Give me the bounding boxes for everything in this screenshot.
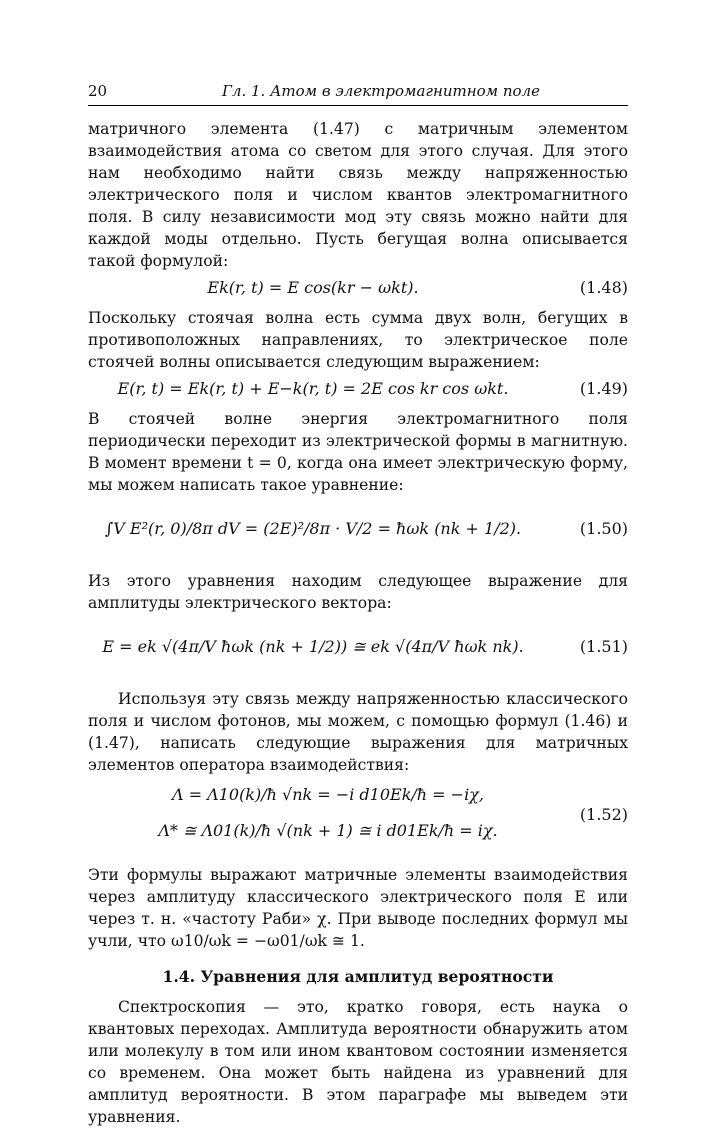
equation-1-48: [88, 273, 628, 303]
paragraph-1: матричного элемента (1.47) с матричным элементом взаимодействия атома со светом для этого случая. Для этого нам необходимо найти связь между напряженностью электрического поля и числом квантов электромагнитного поля. В силу независимости мод эту связь можно найти для каждой моды отдельно. Пусть бегущая волна описывается такой формулой:: [88, 120, 628, 270]
paragraph-5: Используя эту связь между напряженностью классического поля и числом фотонов, мы можем, с помощью формул (1.46) и (1.47), написать следующие выражения для матричных элементов оператора взаимодействия:: [88, 690, 628, 774]
page-body: [88, 118, 628, 1128]
equation-expression: ∫V E²(r, 0)/8π dV = (2E)²/8π · V/2 = ħωk (nk + 1/2).: [104, 519, 522, 538]
paragraph-4: Из этого уравнения находим следующее выражение для амплитуды электрического вектора:: [88, 572, 628, 612]
equation-1-52: [88, 780, 628, 856]
equation-expression: E = ek √(4π/V ħωk (nk + 1/2)) ≅ ek √(4π/V ħωk nk).: [102, 637, 524, 656]
equation-number: (1.50): [579, 519, 628, 538]
equation-expression: E(r, t) = Ek(r, t) + E−k(r, t) = 2E cos kr cos ωkt.: [117, 379, 509, 398]
paragraph-2: Поскольку стоячая волна есть сумма двух волн, бегущих в противоположных направлениях, то электрическое поле стоячей волны описывается следующим выражением:: [88, 309, 628, 371]
running-title: Гл. 1. Атом в электромагнитном поле: [221, 82, 540, 100]
equation-expression: Ek(r, t) = E cos(kr − ωkt).: [207, 278, 419, 297]
section-heading: 1.4. Уравнения для амплитуд вероятности: [162, 967, 554, 986]
paragraph-3: В стоячей волне энергия электромагнитного поля периодически переходит из электрической формы в магнитную. В момент времени t = 0, когда она имеет электрическую форму, мы можем написать такое уравнение:: [88, 410, 628, 494]
equation-1-51: [88, 618, 628, 680]
equation-number: (1.49): [579, 379, 628, 398]
equation-line-2: Λ* ≅ Λ01(k)/ħ √(nk + 1) ≅ i d01Ek/ħ = iχ.: [158, 821, 498, 840]
equation-number: (1.51): [579, 637, 628, 656]
paragraph-6: Эти формулы выражают матричные элементы взаимодействия через амплитуду классического электрического поля E или через т. н. «частоту Раби» χ. При выводе последних формул мы учли, что ω10/ωk = −ω01/ωk ≅ 1.: [88, 866, 628, 950]
equation-number: (1.48): [579, 278, 628, 297]
equation-line-1: Λ = Λ10(k)/ħ √nk = −i d10Ek/ħ = −iχ,: [172, 785, 484, 804]
header-rule: [88, 105, 628, 106]
equation-1-50: [88, 500, 628, 562]
equation-number: (1.52): [579, 805, 628, 824]
paragraph-7: Спектроскопия — это, кратко говоря, есть наука о квантовых переходах. Амплитуда вероятности обнаружить атом или молекулу в том или ином квантовом состоянии изменяется со временем. Она может быть найдена из уравнений для амплитуд вероятности. В этом параграфе мы выведем эти уравнения.: [88, 998, 628, 1126]
page-number: 20: [88, 82, 108, 100]
equation-1-49: [88, 374, 628, 404]
page-header: [88, 82, 628, 104]
